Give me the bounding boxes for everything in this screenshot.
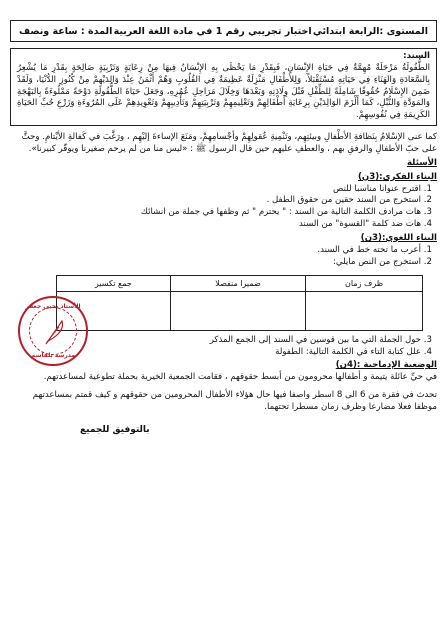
- table-header-cell: ظرف زمان: [306, 275, 423, 291]
- integration-situation: في حيِّ عائلة يتيمة و أطفالها محرومون من أبسط حقوقهم ، فقامت الجمعية الخيرية بحملة تطوعية لمساعدتهم.: [43, 372, 437, 383]
- table-answer-cell[interactable]: [170, 291, 305, 330]
- table-header-cell: جمع تكسير: [56, 275, 170, 291]
- teacher-stamp: [18, 296, 88, 366]
- section-integration-title: الوضعية الإدماجية :(4ن): [335, 360, 437, 371]
- exam-title: اختبار تجريبي رقم 1 في مادة اللغة العربية: [113, 25, 312, 37]
- text-paragraph-1: الطُّفُولَةُ مَرْحَلَةٌ مُهِمَّةٌ فِي حَيَاةِ الإِنْسَانِ، فَبِقَدْرِ مَا يَحْظَى بِهِ الإِنْسَانُ فِيهَا مِنْ رِعَايَةٍ وَتَرْبِيَةٍ صَالِحَةٍ بِقَدْرِ مَا يُشْعِرُ بِالسَّعَادَةِ وَالهَنَاءِ فِي حَيَاتِهِ مُسْتَقْبَلاً، وَلِلأَطْفَالِ مَنْزِلَةٌ عَظِيمَةٌ فِي القُلُوبِ وَهُمْ أَثْمَنُ عِنْدَ وَالِدَيْهِمْ مِنْ كُنُوزِ الدُّنْيَا، وَلَقَدْ ضَمِنَ الإِسْلَامُ حُقُوقًا شَامِلَةً لِلطِّفْلِ قَبْلَ وِلَادَتِهِ وَبَعْدَهَا وَخِلَالَ مَرَاحِلِ عُمُرِهِ، وَجَعَلَ حَيَاةَ الطُّفُولَةِ دَوْحَةً مَمْلُوءَةً بِالبَهْجَةِ وَالمَوَدَّةِ وَالنُّبْلِ، كَمَا أَلْزَمَ الوَالِدَيْنِ بِرِعَايَةِ أَطْفَالِهِمْ وَتَعْلِيمِهِمْ وَتَرْبِيَتِهِمْ وَتَأْدِيبِهِمْ وَتَعْوِيدِهِمْ عَلَى المُرُوءَةِ وَزَرْعِ حُبِّ الحَيَاةِ الكَرِيمَةِ فِي نُفُوسِهِمْ.: [17, 62, 430, 121]
- duration-label: المدة : ساعة ونصف: [19, 25, 113, 37]
- question-item: 4. هات ضد كلمة "القسوة" من السند: [10, 219, 421, 231]
- text-paragraph-2: كما عنى الإسْلامُ بِنَظافةِ الأطْفالِ وبيئتِهِم، وتَنْمِيةِ عُقولِهِمْ وأجْسامِهِمْ، ومَنَعَ الإساءةَ إليْهِم ، ورَغَّبَ في كَفالةِ الأيْتامِ. وحثَّ على حبّ الأطفالِ والرفقِ بهم ، والعطفِ عليهم حين قال الرسول ﷺ : «ليس منا من لم يرحم صغيرنا ويوقّر كبيرنا».: [21, 132, 437, 155]
- question-item: 2. استخرج من السند حقين من حقوق الطفل .: [10, 195, 421, 207]
- quill-icon: [42, 318, 66, 346]
- linguistic-questions-list: [10, 245, 437, 269]
- extraction-table: [56, 275, 423, 331]
- intellectual-questions-list: [10, 184, 437, 231]
- table-header-row: [56, 275, 422, 291]
- table-header-cell: ضميرا منفصلا: [170, 275, 305, 291]
- stamp-bottom-text: مدرسة بلقاسم: [30, 352, 76, 359]
- question-item: 3. حول الجملة التي ما بين قوسين في السند إلى الجمع المذكر: [10, 335, 421, 347]
- section-intellectual-title: البناء الفكري:(3ن): [358, 171, 437, 182]
- section-linguistic-title: البناء اللغوي:(3ن): [360, 233, 437, 244]
- integration-task: تحدث في فقرة من 6 الى 8 اسطر واصفا فيها حال هؤلاء الأطفال المحرومين من حقوقهم و كيف قمتم بمساعدتهم موظفا فعلا مضارعا وظرف زمان مسطرا تحتهما.: [32, 390, 437, 412]
- exam-header: [10, 20, 437, 42]
- question-item: 3. هات مرادف الكلمة التالية من السند : " يحترم " ثم وظفها في جملة من انشائك: [10, 207, 421, 219]
- question-item: 1. أعرب ما تحته خط في السند.: [10, 245, 421, 257]
- text-label: السند:: [403, 51, 430, 61]
- table-answer-cell[interactable]: [306, 291, 423, 330]
- table-answer-row: [56, 291, 422, 330]
- text-box: [10, 48, 437, 126]
- question-item: 2. استخرج من النص مايلي:: [10, 257, 421, 269]
- level-label: المستوى :الرابعة ابتدائي: [312, 25, 428, 37]
- questions-title: الأسئلة: [406, 157, 437, 168]
- question-item: 1. اقترح عنوانا مناسبا للنص: [10, 184, 421, 196]
- question-item: 4. علل كتابة التاء في الكلمة التالية: الطفولة: [10, 347, 421, 359]
- stamp-top-text: الأستاذ يحيى جعفر: [25, 303, 81, 310]
- closing-wish: بالتوفيق للجميع: [80, 424, 150, 435]
